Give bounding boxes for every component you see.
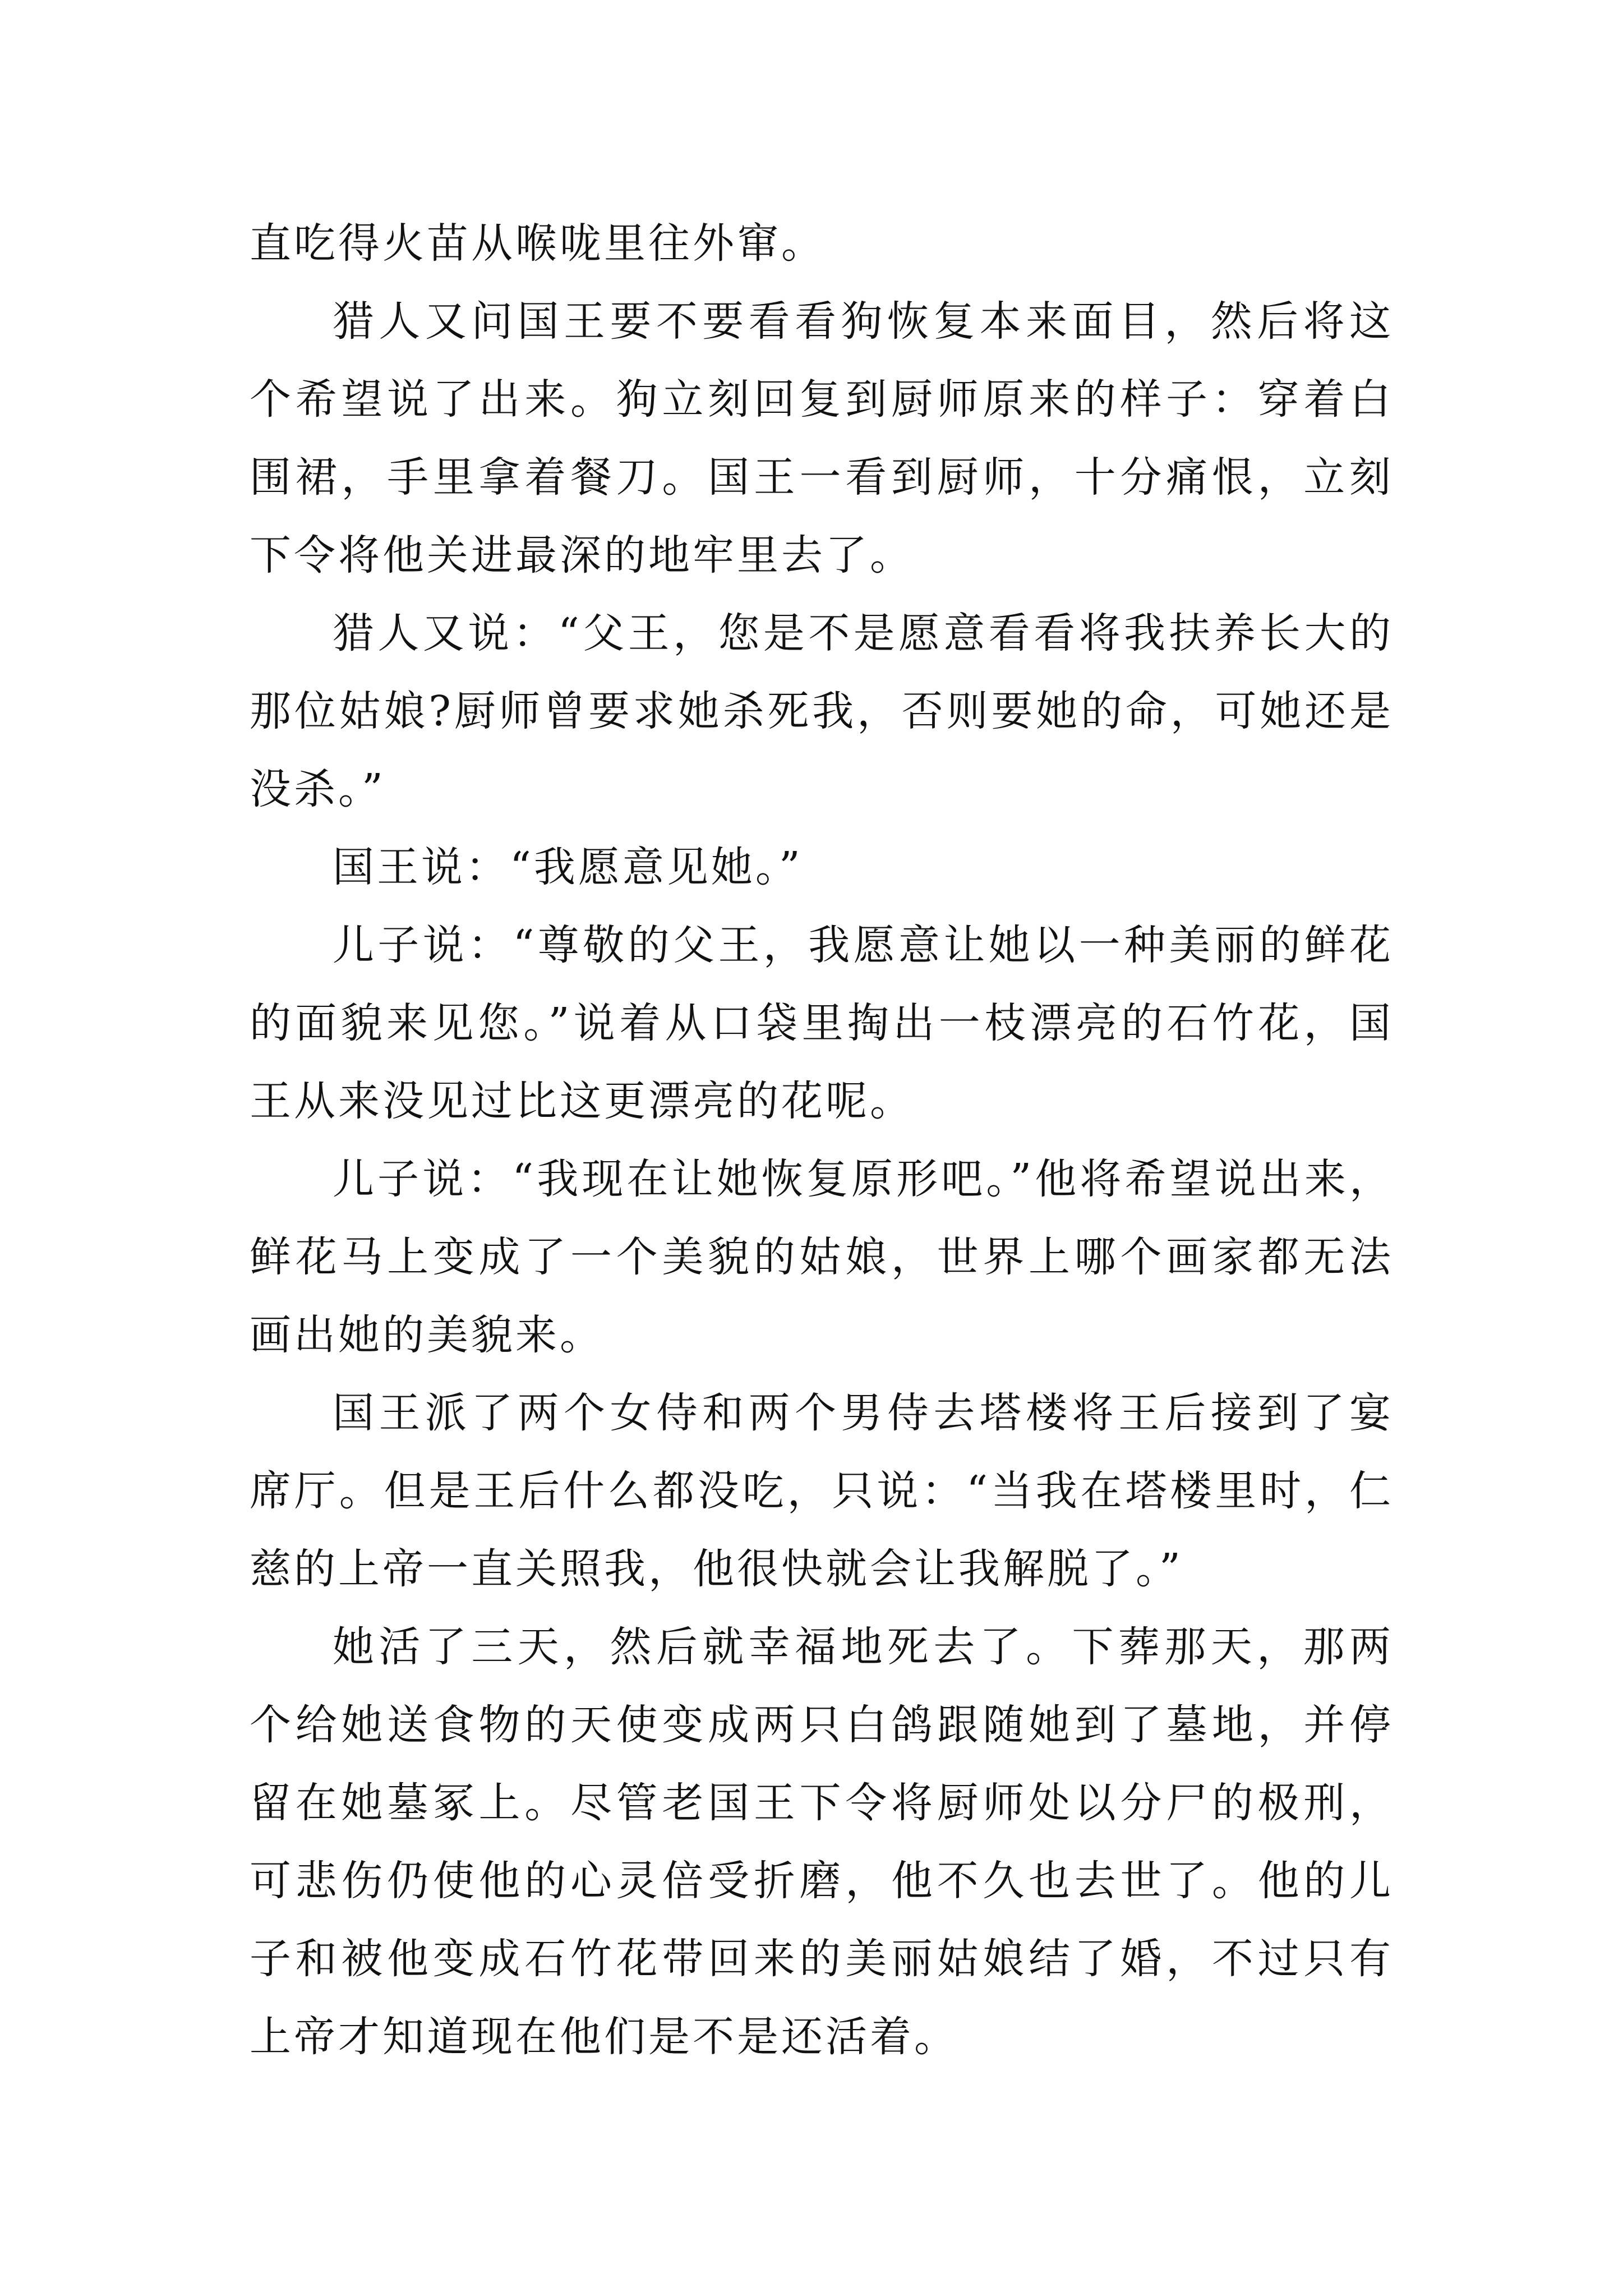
paragraph-5: 儿子说：“尊敬的父王，我愿意让她以一种美丽的鲜花的面貌来见您。”说着从口袋里掏出一枝漂亮的石竹花，国王从来没见过比这更漂亮的花呢。 (250, 921, 1394, 1125)
document-body (250, 205, 1394, 2076)
paragraph-7: 国王派了两个女侍和两个男侍去塔楼将王后接到了宴席厅。但是王后什么都没吃，只说：“当我在塔楼里时，仁慈的上帝一直关照我，他很快就会让我解脱了。” (250, 1389, 1394, 1593)
paragraph-1: 直吃得火苗从喉咙里往外窜。 (250, 219, 826, 268)
paragraph-3: 猎人又说：“父王，您是不是愿意看看将我扶养长大的那位姑娘?厨师曾要求她杀死我，否则要她的命，可她还是没杀。” (250, 609, 1394, 813)
paragraph-4: 国王说：“我愿意见她。” (333, 843, 803, 891)
paragraph-2: 猎人又问国王要不要看看狗恢复本来面目，然后将这个希望说了出来。狗立刻回复到厨师原来的样子：穿着白围裙，手里拿着餐刀。国王一看到厨师，十分痛恨，立刻下令将他关进最深的地牢里去了。 (250, 297, 1394, 579)
paragraph-8: 她活了三天，然后就幸福地死去了。下葬那天，那两个给她送食物的天使变成两只白鸽跟随她到了墓地，并停留在她墓冢上。尽管老国王下令将厨师处以分尸的极刑，可悲伤仍使他的心灵倍受折磨，他不久也去世了。他的儿子和被他变成石竹花带回来的美丽姑娘结了婚，不过只有上帝才知道现在他们是不是还活着。 (250, 1623, 1394, 2061)
paragraph-6: 儿子说：“我现在让她恢复原形吧。”他将希望说出来，鲜花马上变成了一个美貌的姑娘，世界上哪个画家都无法画出她的美貌来。 (250, 1155, 1394, 1359)
